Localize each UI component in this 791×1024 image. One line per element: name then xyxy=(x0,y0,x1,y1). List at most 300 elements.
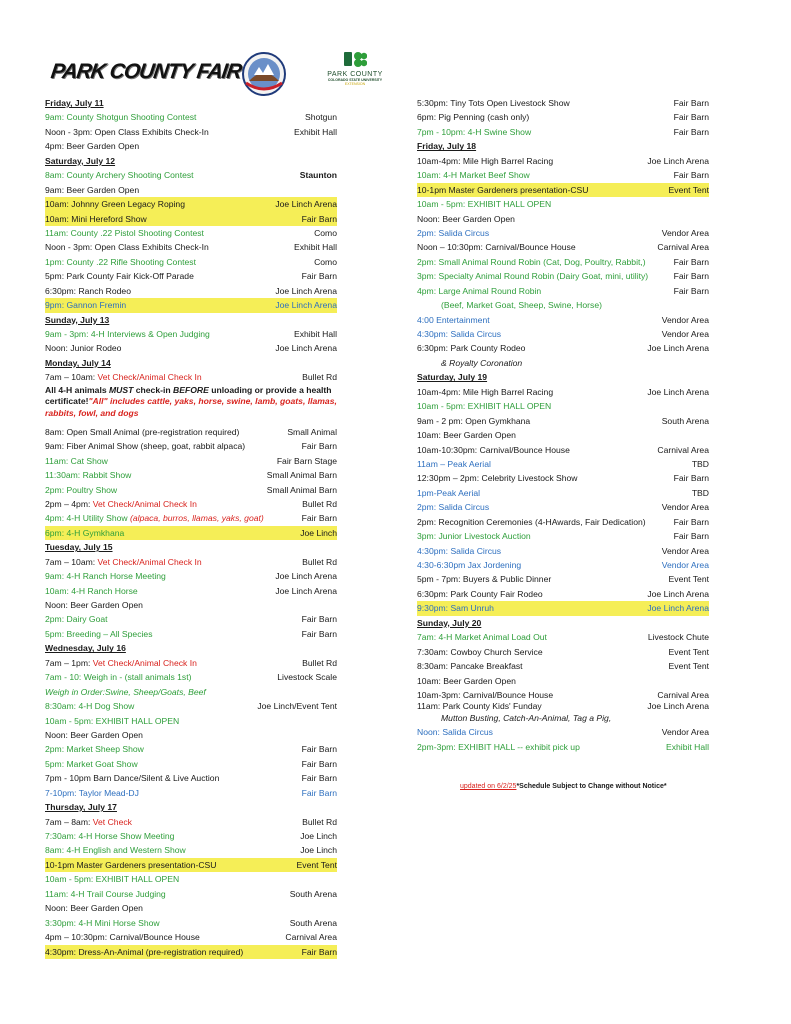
event-text xyxy=(45,269,194,283)
event-text xyxy=(417,399,551,413)
day-heading xyxy=(417,139,709,153)
schedule-item xyxy=(45,786,337,800)
event-location: Joe Linch Arena xyxy=(647,155,709,166)
event-location: Carnival Area xyxy=(285,932,337,943)
event-location: Vendor Area xyxy=(661,502,709,513)
event-name: 10am: 4-H Ranch Horse xyxy=(45,585,138,596)
event-location: Joe Linch xyxy=(300,831,337,841)
event-name: 9:30pm: Sam Unruh xyxy=(417,603,494,614)
event-location: Exhibit Hall xyxy=(294,242,337,253)
day-label: Friday, July 18 xyxy=(417,141,477,152)
schedule-item xyxy=(45,468,337,482)
event-text xyxy=(417,197,551,211)
event-text xyxy=(45,240,209,254)
event-text xyxy=(45,627,153,641)
event-name: 2pm-3pm: EXHIBIT HALL -- exhibit pick up xyxy=(417,741,580,752)
day-heading xyxy=(417,616,709,630)
event-name: 2pm: Salida Circus xyxy=(417,227,490,238)
event-text xyxy=(45,742,144,756)
schedule-item xyxy=(417,659,709,673)
event-text xyxy=(417,240,576,254)
schedule-item xyxy=(45,483,337,497)
event-detail: Vet Check/Animal Check In xyxy=(97,372,202,383)
event-name: 9am: 4-H Ranch Horse Meeting xyxy=(45,571,166,582)
schedule-item xyxy=(45,656,337,670)
event-text xyxy=(45,212,147,226)
schedule-item xyxy=(45,685,337,699)
schedule-item xyxy=(45,901,337,915)
event-text xyxy=(417,327,501,341)
day-label: Wednesday, July 16 xyxy=(45,643,126,654)
event-detail: Vet Check xyxy=(92,816,132,827)
event-name: 10am: 4-H Market Beef Show xyxy=(417,170,530,181)
event-location: Joe Linch Arena xyxy=(647,588,709,599)
event-name: Noon: Beer Garden Open xyxy=(45,903,143,914)
schedule-item xyxy=(45,945,337,959)
event-text xyxy=(45,298,126,312)
schedule-item xyxy=(45,454,337,468)
event-text xyxy=(417,341,525,355)
event-text xyxy=(45,168,194,182)
schedule-item xyxy=(417,313,709,327)
event-text xyxy=(417,226,489,240)
event-text xyxy=(45,728,143,742)
event-name: Noon: Beer Garden Open xyxy=(417,213,515,224)
event-text xyxy=(45,685,206,699)
event-location: Fair Barn xyxy=(301,946,337,957)
event-location: Joe Linch Arena xyxy=(275,571,337,582)
event-text xyxy=(45,786,139,800)
event-name: 10am: Beer Garden Open xyxy=(417,430,516,441)
disclaimer: *Schedule Subject to Change without Notice* xyxy=(516,783,667,790)
event-text xyxy=(417,110,529,124)
schedule-item xyxy=(417,471,709,485)
day-heading xyxy=(45,154,337,168)
event-text xyxy=(45,454,108,468)
day-label: Friday, July 11 xyxy=(45,98,104,108)
schedule-item xyxy=(45,843,337,857)
page-header xyxy=(45,48,390,98)
event-name: 10-1pm Master Gardeners presentation-CSU xyxy=(417,184,589,195)
event-name: 2pm: Dairy Goat xyxy=(45,614,108,625)
event-name: 9am - 3pm: 4-H Interviews & Open Judging xyxy=(45,329,210,339)
event-text xyxy=(417,500,489,514)
event-location: Carnival Area xyxy=(657,444,709,455)
event-text xyxy=(45,584,138,598)
event-location: Carnival Area xyxy=(657,689,709,700)
event-location: Fair Barn xyxy=(673,531,709,542)
schedule-item xyxy=(417,699,709,711)
schedule-item xyxy=(45,327,337,341)
schedule-item xyxy=(417,385,709,399)
event-location: Joe Linch xyxy=(300,845,337,856)
event-name: 12:30pm – 2pm: Celebrity Livestock Show xyxy=(417,473,578,484)
updated-date: updated on 6/2/25 xyxy=(460,783,517,790)
day-heading xyxy=(45,356,337,370)
day-label: Monday, July 14 xyxy=(45,357,111,368)
day-heading xyxy=(417,370,709,384)
schedule-item xyxy=(417,212,709,226)
schedule-item xyxy=(45,168,337,182)
event-text xyxy=(417,298,602,312)
event-name: 10am - 5pm: EXHIBIT HALL OPEN xyxy=(45,874,180,885)
event-text xyxy=(417,587,543,601)
event-text xyxy=(45,598,143,612)
schedule-item xyxy=(417,500,709,514)
schedule-item xyxy=(45,728,337,742)
csu-extension-logo xyxy=(320,50,390,96)
event-text xyxy=(45,110,196,124)
event-name: 6:30pm: Park County Fair Rodeo xyxy=(417,588,543,599)
schedule-item xyxy=(45,255,337,269)
schedule-item xyxy=(417,168,709,182)
schedule-item xyxy=(45,887,337,901)
schedule-item xyxy=(45,771,337,785)
schedule-item xyxy=(417,341,709,355)
event-name: 11am – Peak Aerial xyxy=(417,458,491,469)
event-location: Event Tent xyxy=(296,859,337,870)
event-location: Fair Barn xyxy=(301,271,337,282)
schedule-item xyxy=(417,399,709,413)
schedule-item xyxy=(45,916,337,930)
event-name: 5pm: Market Goat Show xyxy=(45,758,138,769)
event-name: 4:30pm: Dress-An-Animal (pre-registration required) xyxy=(45,946,244,957)
event-name: 1pm-Peak Aerial xyxy=(417,487,481,498)
event-name: 6:30pm: Park County Rodeo xyxy=(417,343,526,354)
event-name: 8am: 4-H English and Western Show xyxy=(45,845,186,856)
event-name: 7:30am: Cowboy Church Service xyxy=(417,646,543,657)
schedule-item xyxy=(417,154,709,168)
schedule-column-right xyxy=(417,96,709,754)
event-text xyxy=(45,872,179,886)
event-name: Noon: Junior Rodeo xyxy=(45,343,122,354)
event-text xyxy=(417,645,543,659)
event-name: (Beef, Market Goat, Sheep, Swine, Horse) xyxy=(441,300,602,311)
schedule-item xyxy=(45,197,337,211)
event-text xyxy=(45,569,166,583)
event-location: Joe Linch Arena xyxy=(647,603,709,614)
event-name: 7pm - 10pm Barn Dance/Silent & Live Auction xyxy=(45,773,220,784)
event-name: 5pm: Park County Fair Kick-Off Parade xyxy=(45,271,194,282)
schedule-item xyxy=(417,630,709,644)
schedule-item xyxy=(45,284,337,298)
event-name: 11am: Park County Kids' Funday xyxy=(417,701,542,712)
event-name: Noon - 3pm: Open Class Exhibits Check-In xyxy=(45,242,209,253)
event-location: Fair Barn xyxy=(673,271,709,282)
event-name: 10am: Beer Garden Open xyxy=(417,675,516,686)
schedule-item xyxy=(45,526,337,540)
day-label: Thursday, July 17 xyxy=(45,802,117,813)
schedule-item xyxy=(45,598,337,612)
event-location: Fair Barn xyxy=(301,773,337,784)
event-location: Vendor Area xyxy=(661,314,709,325)
event-location: Event Tent xyxy=(668,184,709,195)
event-name: 7am – 10am: xyxy=(45,372,98,383)
event-location: Livestock Chute xyxy=(647,632,709,643)
event-location: Fair Barn xyxy=(673,98,709,108)
event-name: 10am-4pm: Mile High Barrel Racing xyxy=(417,386,554,397)
event-location: Staunton xyxy=(299,170,337,181)
event-text xyxy=(45,255,196,269)
check-in-note-text xyxy=(45,385,337,420)
event-text xyxy=(45,327,210,341)
event-name: Noon: Beer Garden Open xyxy=(45,600,143,610)
event-name: 4:30pm: Salida Circus xyxy=(417,545,502,556)
schedule-item xyxy=(45,298,337,312)
event-detail: Vet Check/Animal Check In xyxy=(92,498,197,509)
schedule-item xyxy=(417,197,709,211)
schedule-item xyxy=(417,457,709,471)
event-location: Vendor Area xyxy=(661,227,709,238)
event-name: 4pm: 4-H Utility Show xyxy=(45,513,131,524)
event-location: Event Tent xyxy=(668,646,709,657)
schedule-item xyxy=(417,255,709,269)
event-location: Fair Barn Stage xyxy=(276,455,337,466)
event-name: 7-10pm: Taylor Mead-DJ xyxy=(45,787,139,798)
event-location: Bullet Rd xyxy=(302,556,337,567)
event-name: 2pm: Recognition Ceremonies (4-HAwards, Fair Dedication) xyxy=(417,516,646,527)
schedule-item xyxy=(45,226,337,240)
event-location: Joe Linch Arena xyxy=(275,285,337,296)
event-location: Event Tent xyxy=(668,661,709,672)
event-location: Fair Barn xyxy=(301,614,337,625)
event-name: 10am-4pm: Mile High Barrel Racing xyxy=(417,155,554,166)
event-text xyxy=(45,945,243,959)
event-name: 2pm: Poultry Show xyxy=(45,484,118,495)
event-text xyxy=(417,154,553,168)
event-location: Fair Barn xyxy=(301,441,337,452)
event-location: Fair Barn xyxy=(673,285,709,296)
event-text xyxy=(45,125,209,139)
event-location: Fair Barn xyxy=(301,213,337,224)
event-name: Weigh in Order:Swine, Sheep/Goats, Beef xyxy=(45,686,206,697)
event-text xyxy=(45,483,117,497)
event-location: Event Tent xyxy=(668,574,709,585)
event-location: Small Animal Barn xyxy=(266,470,337,481)
schedule-item xyxy=(45,110,337,124)
event-text xyxy=(417,313,490,327)
event-location: Bullet Rd xyxy=(302,816,337,827)
event-name: 3:30pm: 4-H Mini Horse Show xyxy=(45,917,160,928)
event-location: Fair Barn xyxy=(673,473,709,484)
event-location: Joe Linch Arena xyxy=(647,386,709,397)
event-name: 4:00 Entertainment xyxy=(417,314,490,325)
event-name: 7pm - 10pm: 4-H Swine Show xyxy=(417,126,532,137)
event-name: 7am - 10: Weigh in - (stall animals 1st) xyxy=(45,672,192,683)
note-emphasis: BEFORE xyxy=(173,384,209,395)
event-location: Bullet Rd xyxy=(302,372,337,383)
note-emphasis: MUST xyxy=(109,384,134,395)
event-location: Bullet Rd xyxy=(302,657,337,668)
event-name: 10am - 5pm: EXHIBIT HALL OPEN xyxy=(417,401,552,412)
event-name: 6:30pm: Ranch Rodeo xyxy=(45,285,131,296)
event-text xyxy=(417,558,521,572)
event-location: Joe Linch Arena xyxy=(275,585,337,596)
schedule-item xyxy=(45,439,337,453)
event-location: Fair Barn xyxy=(673,126,709,137)
org-name: PARK COUNTY xyxy=(327,71,383,78)
event-name: 7am – 10am: xyxy=(45,556,98,567)
event-name: 7am – 8am: xyxy=(45,816,93,827)
event-name: 10am-10:30pm: Carnival/Bounce House xyxy=(417,444,570,455)
event-location: Vendor Area xyxy=(661,560,709,570)
schedule-item xyxy=(417,674,709,688)
schedule-item xyxy=(45,569,337,583)
event-location: Joe Linch/Event Tent xyxy=(257,701,337,712)
schedule-item xyxy=(45,627,337,641)
event-location: Vendor Area xyxy=(661,727,709,738)
schedule-item xyxy=(417,711,709,725)
event-detail: Vet Check/Animal Check In xyxy=(92,657,197,668)
event-location: Bullet Rd xyxy=(302,498,337,509)
event-name: 5pm - 7pm: Buyers & Public Dinner xyxy=(417,574,552,585)
schedule-item xyxy=(45,183,337,197)
schedule-item xyxy=(45,757,337,771)
event-text xyxy=(45,197,185,211)
schedule-item xyxy=(417,486,709,500)
day-label: Sunday, July 13 xyxy=(45,314,110,325)
schedule-item xyxy=(45,714,337,728)
event-name: 1pm: County .22 Rifle Shooting Contest xyxy=(45,256,196,267)
event-text xyxy=(417,471,578,485)
event-name: 9am - 2 pm: Open Gymkhana xyxy=(417,415,531,426)
schedule-item xyxy=(417,558,709,572)
event-name: 6pm: Pig Penning (cash only) xyxy=(417,112,530,123)
event-name: 4pm: Beer Garden Open xyxy=(45,141,140,152)
schedule-item xyxy=(417,183,709,197)
event-location: Vendor Area xyxy=(661,329,709,339)
event-text xyxy=(417,601,494,615)
event-text xyxy=(45,511,264,525)
org-extension: EXTENSION xyxy=(344,82,366,86)
event-text xyxy=(45,139,139,153)
event-name: 4pm: Large Animal Round Robin xyxy=(417,285,542,296)
event-name: 11:30am: Rabbit Show xyxy=(45,470,132,481)
event-name: 3pm: Junior Livestock Auction xyxy=(417,531,531,542)
event-name: 7am – 1pm: xyxy=(45,657,93,668)
event-name: 3pm: Specialty Animal Round Robin (Dairy Goat, mini, utility) xyxy=(417,271,649,282)
schedule-item xyxy=(417,725,709,739)
day-heading xyxy=(45,800,337,814)
schedule-item xyxy=(45,555,337,569)
event-text xyxy=(45,425,239,439)
event-location: Exhibit Hall xyxy=(294,329,337,339)
event-location: Small Animal Barn xyxy=(266,484,337,495)
event-name: 10am - 5pm: EXHIBIT HALL OPEN xyxy=(45,715,180,726)
event-text xyxy=(45,829,174,843)
schedule-item xyxy=(45,699,337,713)
schedule-item xyxy=(417,544,709,558)
event-text xyxy=(45,526,124,540)
event-location: Shotgun xyxy=(304,112,337,123)
event-text xyxy=(417,428,516,442)
event-location: Como xyxy=(314,256,337,267)
event-name: 5pm: Breeding – All Species xyxy=(45,628,153,639)
schedule-item xyxy=(45,511,337,525)
event-location: Fair Barn xyxy=(301,744,337,755)
event-text xyxy=(45,341,121,355)
schedule-item xyxy=(45,742,337,756)
event-location: Fair Barn xyxy=(673,112,709,123)
event-text xyxy=(45,555,202,569)
event-text xyxy=(45,370,202,384)
event-location: Exhibit Hall xyxy=(666,741,709,752)
event-name: Noon – 10:30pm: Carnival/Bounce House xyxy=(417,242,576,253)
day-label: Tuesday, July 15 xyxy=(45,542,113,553)
event-name: 2pm: Small Animal Round Robin (Cat, Dog, Poultry, Rabbit,) xyxy=(417,256,646,267)
event-name: 11am: 4-H Trail Course Judging xyxy=(45,888,166,899)
schedule-footer xyxy=(460,783,667,790)
event-text xyxy=(45,670,191,684)
fair-title: PARK COUNTY FAIR xyxy=(49,60,243,83)
schedule-item xyxy=(417,240,709,254)
note-animal-list: "All" includes cattle, yaks, horse, swine, lamb, goats, llamas, rabbits, fowl, and dogs xyxy=(45,396,337,418)
event-text xyxy=(45,497,197,511)
event-text xyxy=(45,815,132,829)
event-name: 9am: County Shotgun Shooting Contest xyxy=(45,112,197,123)
schedule-item xyxy=(417,645,709,659)
event-name: Noon - 3pm: Open Class Exhibits Check-In xyxy=(45,126,209,137)
event-location: South Arena xyxy=(661,415,709,426)
event-text xyxy=(45,699,134,713)
schedule-item xyxy=(45,269,337,283)
schedule-item xyxy=(417,572,709,586)
event-name: 11am: Cat Show xyxy=(45,455,108,466)
event-name: 8am: Open Small Animal (pre-registration required) xyxy=(45,426,240,437)
event-name: 8:30am: 4-H Dog Show xyxy=(45,701,135,712)
event-text xyxy=(45,901,143,915)
event-text xyxy=(417,725,493,739)
schedule-item xyxy=(45,829,337,843)
event-location: South Arena xyxy=(289,917,337,928)
event-text xyxy=(45,887,166,901)
event-name: Mutton Busting, Catch-An-Animal, Tag a Pig, xyxy=(441,712,612,723)
day-heading xyxy=(45,96,337,110)
event-location: Fair Barn xyxy=(673,256,709,267)
event-text xyxy=(417,457,491,471)
event-text xyxy=(417,674,516,688)
event-name: 4:30pm: Salida Circus xyxy=(417,329,502,339)
event-name: 10am-3pm: Carnival/Bounce House xyxy=(417,689,554,700)
schedule-item xyxy=(45,815,337,829)
event-location: Livestock Scale xyxy=(277,672,337,683)
event-text xyxy=(45,183,139,197)
event-text xyxy=(417,168,530,182)
note-text: unloading or provide a health certificate! xyxy=(45,384,332,407)
event-name: 9am: Fiber Animal Show (sheep, goat, rabbit alpaca) xyxy=(45,441,246,452)
event-text xyxy=(45,284,131,298)
note-text: All 4-H animals xyxy=(45,384,109,395)
event-location: Small Animal xyxy=(287,426,337,437)
event-location: Exhibit Hall xyxy=(294,126,337,137)
event-location: Fair Barn xyxy=(301,758,337,769)
event-text xyxy=(45,916,160,930)
day-heading xyxy=(45,540,337,554)
schedule-item xyxy=(417,96,709,110)
event-location: Joe Linch Arena xyxy=(275,343,337,354)
schedule-item xyxy=(45,341,337,355)
event-name: 11am: County .22 Pistol Shooting Contest xyxy=(45,227,204,238)
event-text xyxy=(417,529,531,543)
schedule-item xyxy=(45,584,337,598)
day-heading xyxy=(45,313,337,327)
event-name: 10am: Johnny Green Legacy Roping xyxy=(45,199,185,210)
schedule-item xyxy=(417,356,709,370)
event-name: 9pm: Gannon Fremin xyxy=(45,300,127,311)
day-label: Saturday, July 19 xyxy=(417,372,488,383)
schedule-item xyxy=(45,612,337,626)
schedule-item xyxy=(417,529,709,543)
